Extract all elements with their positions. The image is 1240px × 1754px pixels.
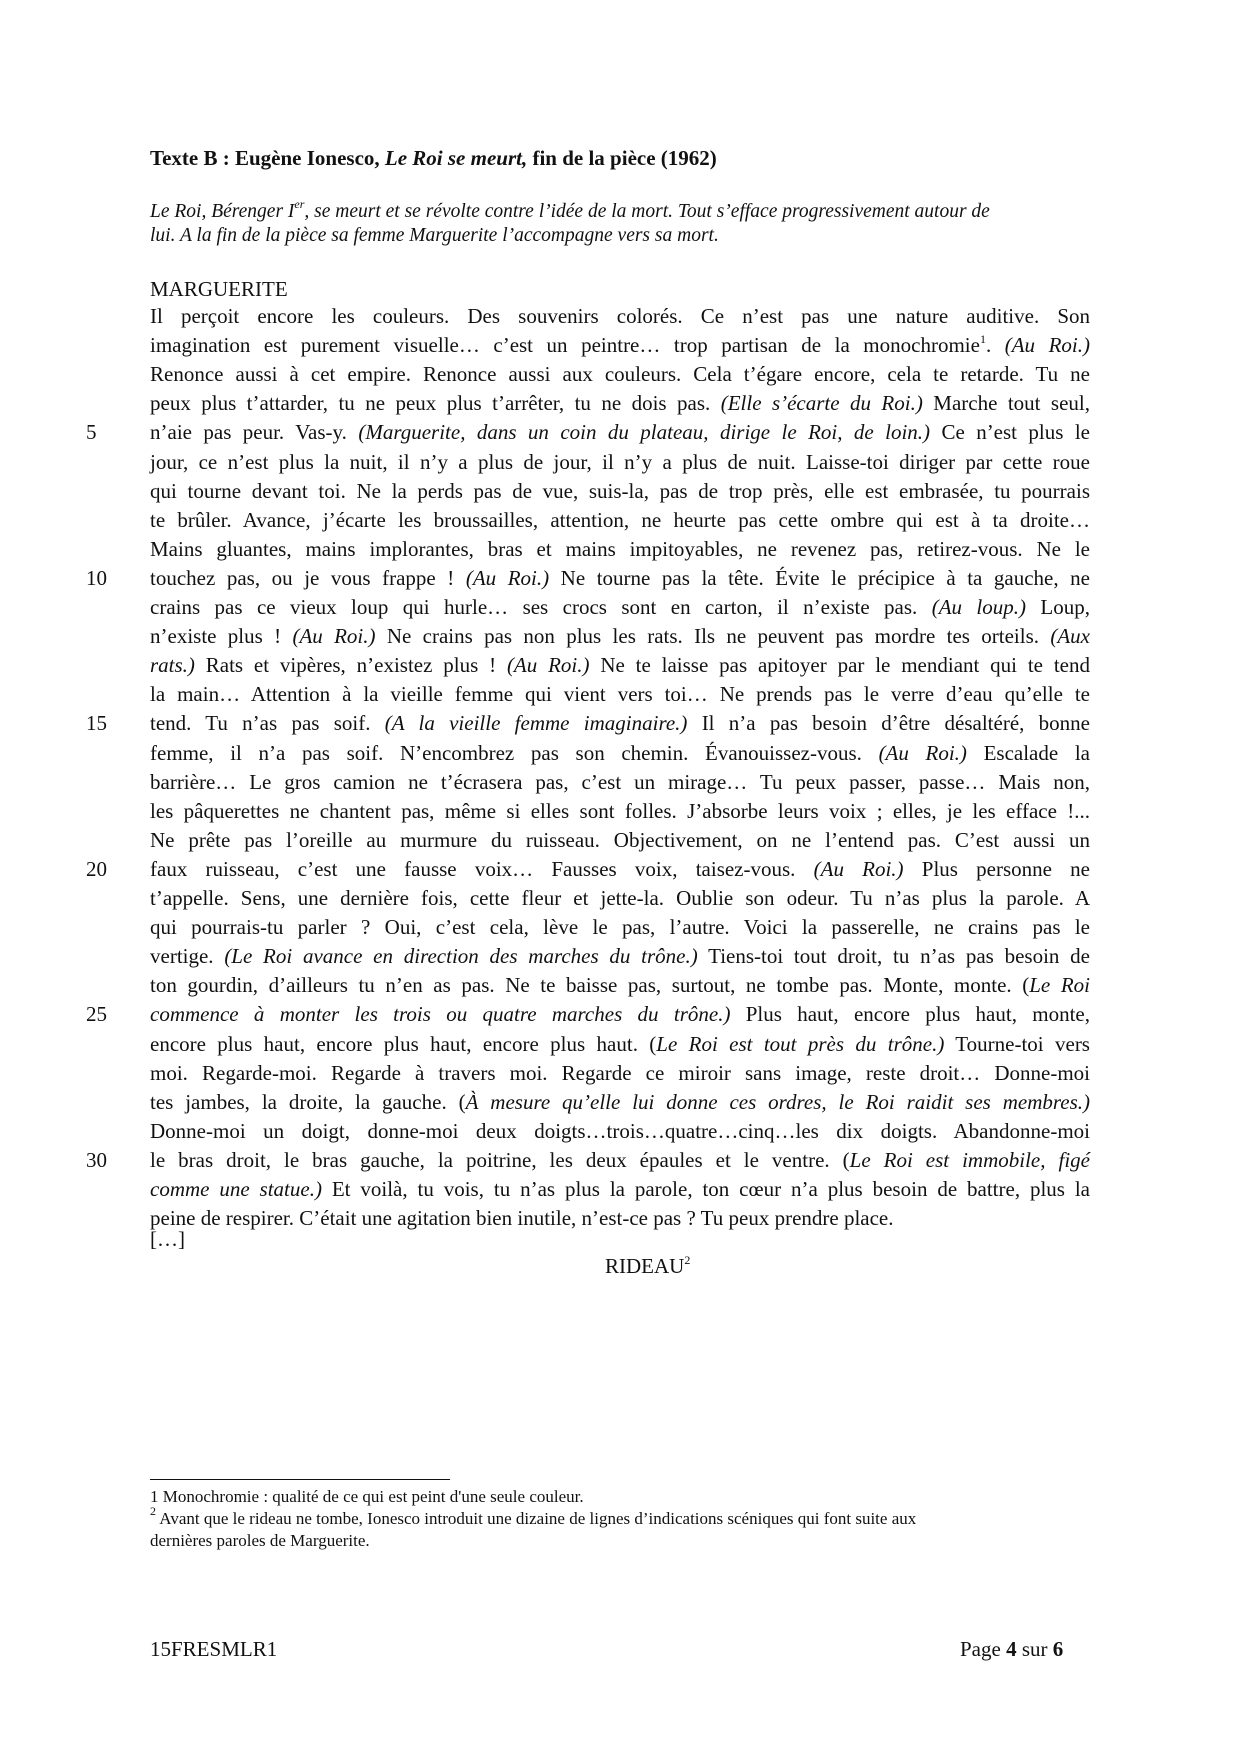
line-text: Escalade la [966,740,1090,765]
line-text: Loup, [1026,595,1090,619]
line-text: les pâquerettes ne chantent pas, même si elles sont folles. J’absorbe leurs voix ; elles, je les efface !... [150,798,1090,823]
page-indicator [960,1637,1063,1662]
intro-text: Le Roi, Bérenger I [150,201,295,222]
line-text: Ce n’est plus le [930,420,1090,445]
footnote-text: Avant que le rideau ne tombe, Ionesco introduit une dizaine de lignes d’indications scéniques qui font suite aux [156,1509,917,1528]
line-text: Tourne-toi vers [944,1031,1090,1056]
line-text: jour, ce n’est plus la nuit, il n’y a plus de jour, il n’y a plus de nuit. Laisse-toi diriger par cette roue [150,449,1090,474]
text-line [150,1175,1090,1204]
text-line [150,826,1090,855]
line-text: faux ruisseau, c’est une fausse voix… Fausses voix, taisez-vous. [150,856,814,881]
line-text: moi. Regarde-moi. Regarde à travers moi. Regarde ce miroir sans image, reste droit… Donne-moi [150,1060,1090,1085]
stage-direction: (A la vieille femme imaginaire.) [384,711,688,736]
text-line [150,884,1090,913]
line-text: Il n’a pas besoin d’être désaltéré, bonne [687,711,1090,736]
text-line [150,797,1090,826]
footnote-divider [150,1479,450,1480]
text-line [150,768,1090,797]
text-line [150,1030,1090,1059]
text-line [150,913,1090,942]
stage-direction: (Au Roi.) [506,653,590,678]
stage-direction: (Elle s’écarte du Roi.) [720,391,923,416]
text-line [150,1088,1090,1117]
intro-line-2: lui. A la fin de la pièce sa femme Marguerite l’accompagne vers sa mort. [150,225,719,246]
text-line [150,418,1090,447]
line-text: le bras droit, le bras gauche, la poitrine, les deux épaules et le ventre. ( [150,1147,850,1172]
stage-direction: comme une statue.) [150,1177,322,1201]
line-text: Marche tout seul, [922,391,1090,416]
line-text: t’appelle. Sens, une dernière fois, cette fleur et jette-la. Oublie son odeur. Tu n’as plus la parole. A [150,886,1090,910]
stage-direction: commence à monter les trois ou quatre marches du trône.) [150,1002,731,1027]
stage-direction: À mesure qu’elle lui donne ces ordres, le Roi raidit ses membres.) [465,1089,1091,1114]
line-text: Ne te laisse pas apitoyer par le mendiant qui te tend [589,653,1090,678]
line-text: Ne crains pas non plus les rats. Ils ne peuvent pas mordre tes orteils. [375,624,1051,649]
line-number: 5 [86,420,97,445]
line-number: 20 [86,856,107,881]
text-line [150,709,1090,738]
line-text: . [985,333,1005,358]
line-text: Renonce aussi à cet empire. Renonce aussi aux couleurs. Cela t’égare encore, cela te retarde. Tu ne [150,362,1090,387]
line-text: Mains gluantes, mains implorantes, bras et mains impitoyables, ne revenez pas, retirez-vous. Ne le [150,536,1090,561]
line-text: Tiens-toi tout droit, tu n’as pas besoin de [697,944,1090,969]
intro-text: , se meurt et se révolte contre l’idée de la mort. Tout s’efface progressivement autour de [304,201,990,222]
intro-paragraph [150,197,1110,248]
text-line [150,1000,1090,1029]
text-line [150,1059,1090,1088]
line-text: Plus haut, encore plus haut, monte, [730,1002,1090,1027]
line-text: vertige. [150,944,225,969]
ellipsis: […] [150,1227,185,1251]
line-text: qui pourrais-tu parler ? Oui, c’est cela, lève le pas, l’autre. Voici la passerelle, ne crains pas le [150,915,1090,940]
line-text: n’aie pas peur. Vas-y. [150,420,359,445]
title-work: Le Roi se meurt, [384,146,528,170]
line-text: la main… Attention à la vieille femme qui vient vers toi… Ne prends pas le verre d’eau qu’elle te [150,682,1090,707]
line-text: n’existe plus ! [150,624,293,649]
line-text: tend. Tu n’as pas soif. [150,711,385,736]
stage-direction: rats.) [150,653,195,678]
line-text: imagination est purement visuelle… c’est un peintre… trop partisan de la monochromie [150,333,980,358]
page-sep: sur [1016,1637,1053,1661]
line-text: te brûler. Avance, j’écarte les broussailles, attention, ne heurte pas cette ombre qui est à ta droite… [150,507,1090,532]
text-line [150,971,1090,1000]
line-text: Il perçoit encore les couleurs. Des souvenirs colorés. Ce n’est pas une nature auditive. Son [150,304,1090,328]
stage-direction: Le Roi est immobile, figé [849,1147,1090,1172]
speaker-name: MARGUERITE [150,277,288,301]
text-line [150,477,1090,506]
footnote-1: 1 Monochromie : qualité de ce qui est peint d'une seule couleur. [150,1487,584,1506]
footnote-ref: 1 [979,332,986,347]
text-line [150,1146,1090,1175]
stage-direction: (Au Roi.) [813,856,904,881]
line-text: Rats et vipères, n’existez plus ! [194,653,507,678]
text-line [150,448,1090,477]
footnote-marker: 2 [150,1504,156,1518]
text-line [150,331,1090,360]
line-text: peux plus t’attarder, tu ne peux plus t’arrêter, tu ne dois pas. [150,391,721,416]
text-line [150,360,1090,389]
text-line [150,942,1090,971]
page-label: Page [960,1637,1007,1661]
stage-direction: (Au Roi.) [878,740,967,765]
footnote-2 [150,1504,1100,1530]
page-number: 4 [1006,1637,1017,1661]
text-line [150,564,1090,593]
line-text: touchez pas, ou je vous frappe ! [150,565,466,590]
line-text: barrière… Le gros camion ne t’écrasera pas, c’est un mirage… Tu peux passer, passe… Mais non, [150,769,1090,794]
line-text: Ne prête pas l’oreille au murmure du ruisseau. Objectivement, on ne l’entend pas. C’est aussi un [150,827,1090,852]
intro-line-1 [150,197,1110,224]
text-line [150,593,1090,622]
text-title [150,146,717,171]
line-number: 15 [86,711,107,736]
title-prefix: Texte B : Eugène Ionesco, [150,146,385,170]
line-number: 25 [86,1002,107,1027]
stage-direction: (Le Roi avance en direction des marches du trône.) [224,944,698,969]
line-text: tes jambes, la droite, la gauche. ( [150,1089,466,1114]
stage-direction: (Au Roi.) [292,624,376,649]
title-suffix: fin de la pièce (1962) [527,146,717,170]
stage-direction: (Au Roi.) [1004,333,1090,358]
stage-direction: Le Roi est tout près du trône.) [656,1031,945,1056]
line-text: peine de respirer. C’était une agitation bien inutile, n’est-ce pas ? Tu peux prendre place. [150,1206,894,1231]
line-number: 30 [86,1147,107,1172]
footnote-ref: 2 [684,1253,691,1267]
line-text: crains pas ce vieux loup qui hurle… ses crocs sont en carton, il n’existe pas. [150,595,932,619]
text-line [150,1204,1090,1233]
intro-superscript: er [294,197,305,211]
stage-direction: (Marguerite, dans un coin du plateau, dirige le Roi, de loin.) [358,420,931,445]
text-line [150,739,1090,768]
line-text: Ne tourne pas la tête. Évite le précipice à ta gauche, ne [549,565,1090,590]
stage-direction: (Au loup.) [931,595,1027,619]
text-line [150,389,1090,418]
stage-direction: (Au Roi.) [465,565,550,590]
footnote-2-cont: dernières paroles de Marguerite. [150,1531,370,1550]
text-line [150,855,1090,884]
text-line [150,302,1090,331]
text-line [150,622,1090,651]
line-text: ton gourdin, d’ailleurs tu n’en as pas. Ne te baisse pas, surtout, ne tombe pas. Monte, monte. ( [150,973,1030,998]
text-line [150,651,1090,680]
exam-code: 15FRESMLR1 [150,1637,278,1661]
page-total: 6 [1052,1637,1064,1661]
rideau [605,1254,690,1279]
line-text: qui tourne devant toi. Ne la perds pas de vue, suis-la, pas de trop près, elle est embrasée, tu pourrais [150,478,1090,503]
text-line [150,680,1090,709]
line-text: Donne-moi un doigt, donne-moi deux doigts…trois…quatre…cinq…les dix doigts. Abandonne-moi [150,1118,1090,1143]
line-text: Et voilà, tu vois, tu n’as plus la parole, ton cœur n’a plus besoin de battre, plus la [321,1177,1090,1201]
stage-direction: Le Roi [1029,973,1090,998]
text-line [150,535,1090,564]
rideau-text: RIDEAU [605,1254,685,1278]
stage-direction: (Aux [1050,624,1090,649]
line-number: 10 [86,565,107,590]
text-line [150,1117,1090,1146]
line-text: femme, il n’a pas soif. N’encombrez pas son chemin. Évanouissez-vous. [150,740,879,765]
line-text: Plus personne ne [903,856,1090,881]
text-line [150,506,1090,535]
line-text: encore plus haut, encore plus haut, encore plus haut. ( [150,1031,657,1056]
